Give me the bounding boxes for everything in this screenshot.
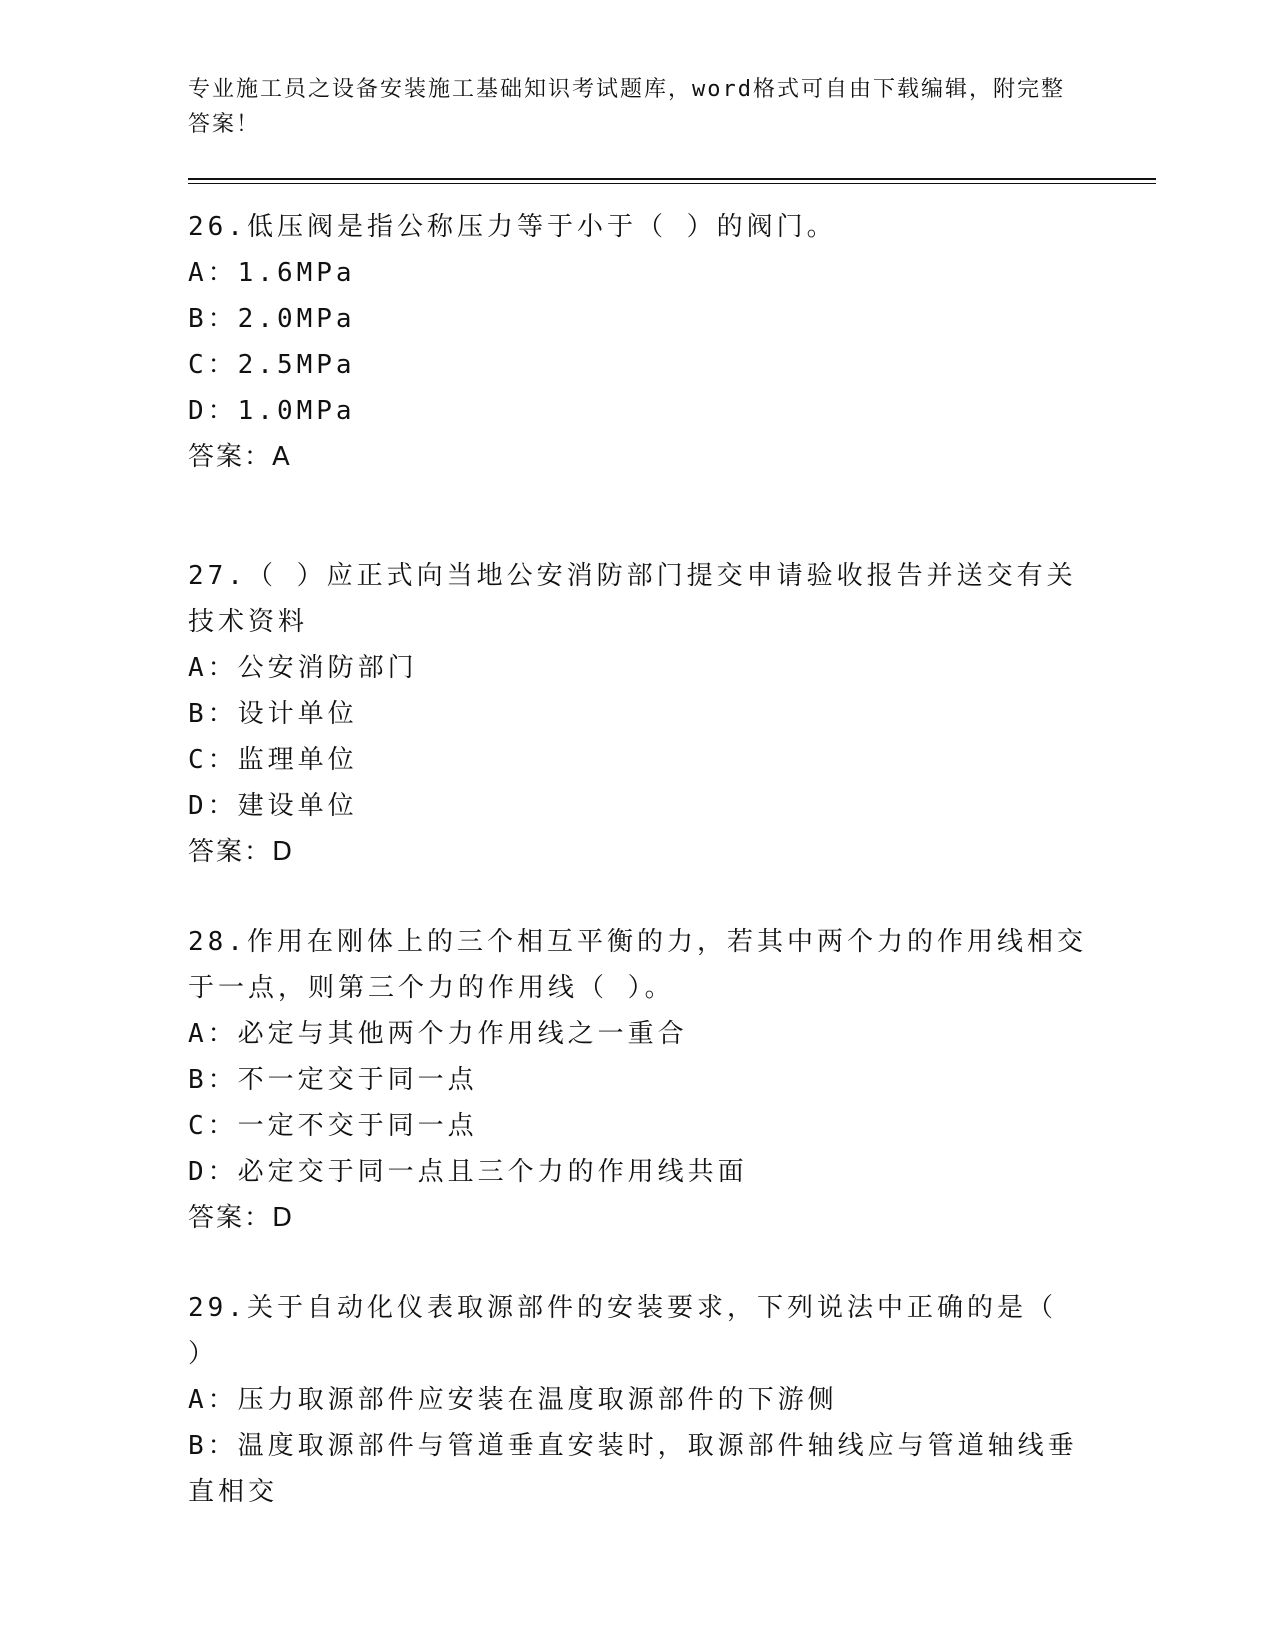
question-26	[188, 204, 1088, 480]
option-b: B：温度取源部件与管道垂直安装时，取源部件轴线应与管道轴线垂直相交	[188, 1431, 1078, 1507]
question-stem: 29.关于自动化仪表取源部件的安装要求，下列说法中正确的是（ ）	[188, 1293, 1057, 1369]
option-d: D：建设单位	[188, 791, 358, 821]
option-d: D：1.0MPa	[188, 396, 356, 426]
question-stem: 26.低压阀是指公称压力等于小于（ ）的阀门。	[188, 212, 837, 242]
answer: 答案：A	[188, 442, 292, 472]
question-29	[188, 1285, 1088, 1515]
option-b: B：设计单位	[188, 699, 358, 729]
header-divider-thin	[188, 183, 1156, 184]
option-d: D：必定交于同一点且三个力的作用线共面	[188, 1157, 748, 1187]
question-27	[188, 553, 1088, 875]
question-stem: 28.作用在刚体上的三个相互平衡的力，若其中两个力的作用线相交于一点，则第三个力的作用线（ ）。	[188, 927, 1087, 1003]
option-c: C：一定不交于同一点	[188, 1111, 478, 1141]
document-header: 专业施工员之设备安装施工基础知识考试题库，word格式可自由下载编辑，附完整答案！	[188, 77, 1065, 137]
option-c: C：监理单位	[188, 745, 358, 775]
option-a: A：公安消防部门	[188, 653, 418, 683]
question-stem: 27.（ ）应正式向当地公安消防部门提交申请验收报告并送交有关技术资料	[188, 561, 1077, 637]
answer: 答案：D	[188, 1203, 295, 1233]
option-c: C：2.5MPa	[188, 350, 356, 380]
option-b: B：不一定交于同一点	[188, 1065, 478, 1095]
question-28	[188, 919, 1088, 1241]
option-b: B：2.0MPa	[188, 304, 356, 334]
option-a: A：压力取源部件应安装在温度取源部件的下游侧	[188, 1385, 838, 1415]
answer: 答案：D	[188, 837, 295, 867]
header-divider	[188, 178, 1156, 180]
option-a: A：1.6MPa	[188, 258, 356, 288]
option-a: A：必定与其他两个力作用线之一重合	[188, 1019, 688, 1049]
